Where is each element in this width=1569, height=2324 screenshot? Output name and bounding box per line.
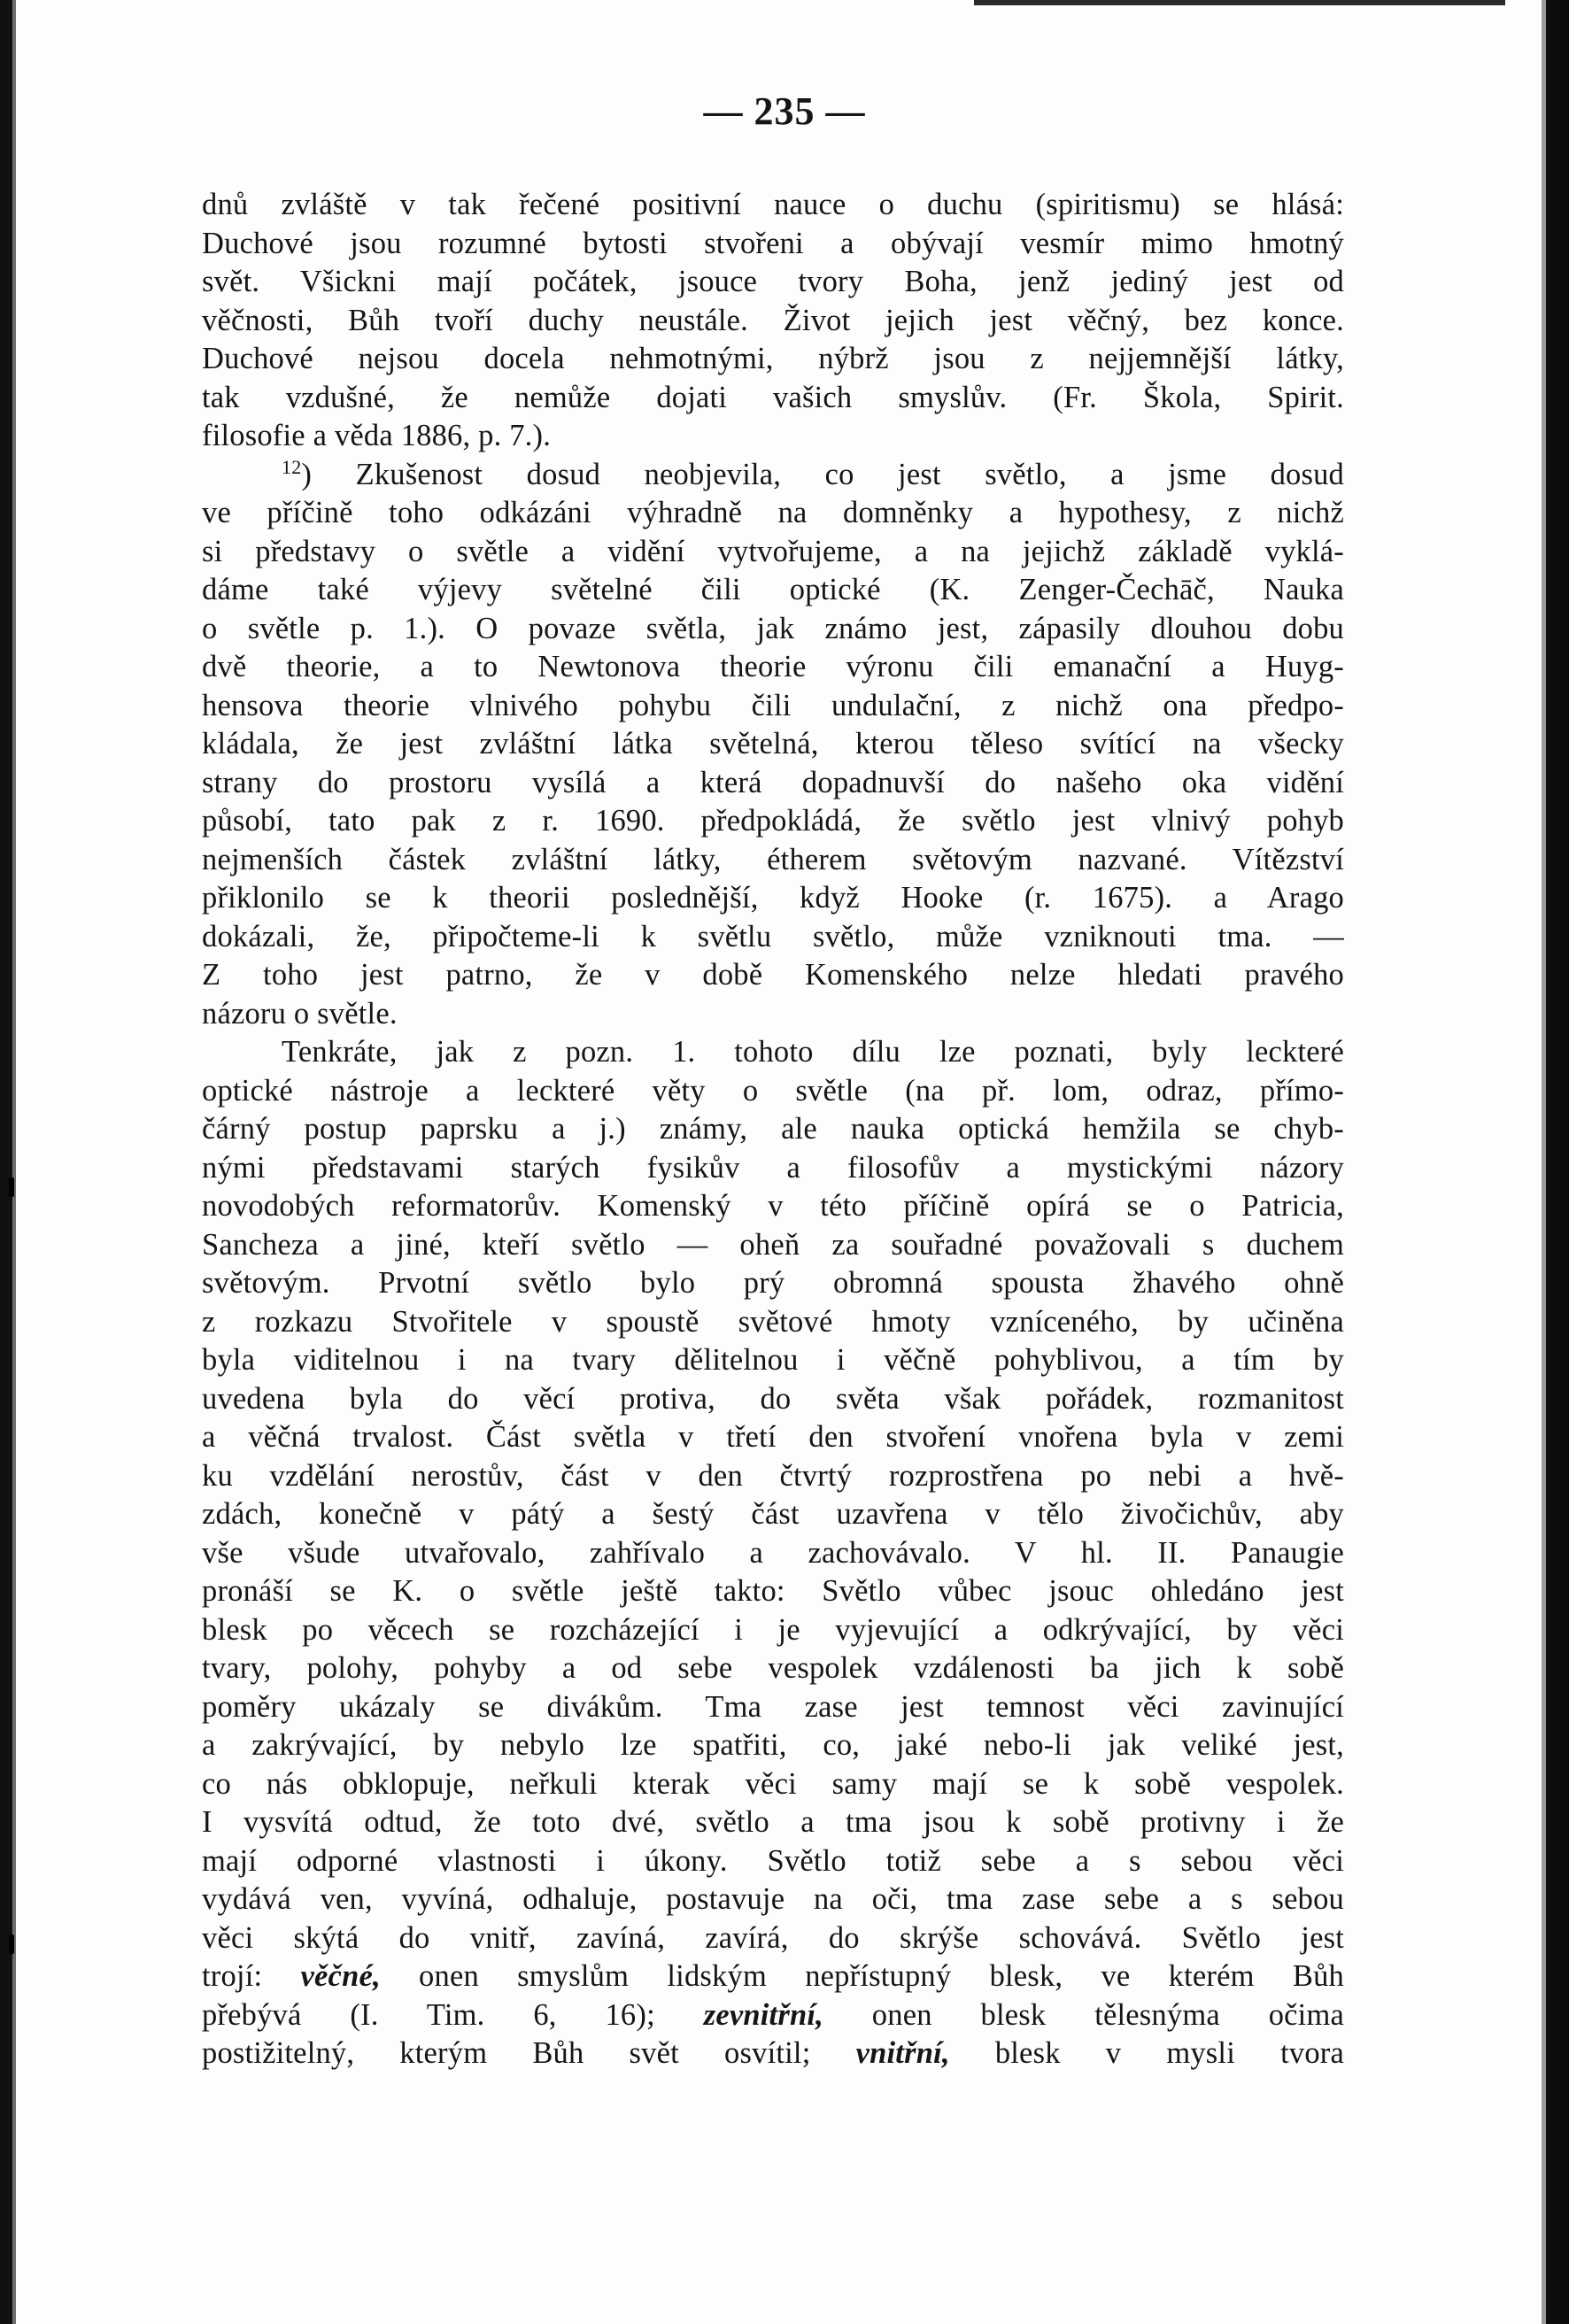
text-line xyxy=(202,1842,1344,1881)
text-line xyxy=(202,379,1344,418)
text-line xyxy=(202,879,1344,918)
text-segment: Tenkráte, jak z pozn. 1. tohoto dílu lze poznati, byly leckteré xyxy=(282,1035,1344,1069)
text-segment: a věčná trvalost. Část světla v třetí den stvoření vnořena byla v zemi xyxy=(202,1420,1344,1454)
text-segment: postižitelný, kterým Bůh svět osvítil; xyxy=(202,2036,856,2070)
text-segment: trojí: xyxy=(202,1959,301,1993)
text-segment: kládala, že jest zvláštní látka světelná, kterou těleso svítící na všecky xyxy=(202,727,1344,761)
text-line xyxy=(202,995,1344,1034)
text-segment: vše všude utvařovalo, zahřívalo a zachovávalo. V hl. II. Panaugie xyxy=(202,1535,1344,1570)
text-line xyxy=(202,456,1344,495)
text-segment: si představy o světle a vidění vytvořujeme, a na jejichž základě vyklá- xyxy=(202,534,1344,568)
text-segment: věci skýtá do vnitř, zavíná, zavírá, do skrýše schovává. Světlo jest xyxy=(202,1920,1344,1955)
text-line xyxy=(202,956,1344,995)
text-line xyxy=(202,1611,1344,1650)
text-line xyxy=(202,802,1344,841)
text-line xyxy=(202,1649,1344,1688)
text-segment: věčnosti, Bůh tvoří duchy neustále. Život jejich jest věčný, bez konce. xyxy=(202,303,1344,337)
text-segment: novodobých reformatorův. Komenský v této příčině opírá se o Patricia, xyxy=(202,1189,1344,1223)
text-segment: tak vzdušné, že nemůže dojati vašich smyslův. (Fr. Škola, Spirit. xyxy=(202,380,1344,414)
text-line xyxy=(202,841,1344,880)
text-line xyxy=(202,302,1344,341)
text-line xyxy=(202,1457,1344,1496)
text-segment: přiklonilo se k theorii poslednější, když Hooke (r. 1675). a Arago xyxy=(202,881,1344,915)
emphasized-term: zevnitřní, xyxy=(703,1997,823,2032)
text-segment: zdách, konečně v pátý a šestý část uzavřena v tělo živočichův, aby xyxy=(202,1497,1344,1531)
text-segment: byla viditelnou i na tvary dělitelnou i věčně pohyblivou, a tím by xyxy=(202,1343,1344,1377)
text-segment: onen blesk tělesnýma očima xyxy=(823,1997,1345,2032)
text-segment: strany do prostoru vysílá a která dopadnuvší do našeho oka vidění xyxy=(202,765,1344,799)
text-segment: blesk po věcech se rozcházející i je vyjevující a odkrývající, by věci xyxy=(202,1612,1344,1647)
text-line xyxy=(202,571,1344,610)
text-line xyxy=(202,1919,1344,1958)
text-line xyxy=(202,2034,1344,2073)
text-segment: onen smyslům lidským nepřístupný blesk, ve kterém Bůh xyxy=(380,1959,1345,1993)
text-line xyxy=(202,1495,1344,1534)
text-segment: dáme také výjevy světelné čili optické (K. Zenger-Čechāč, Nauka xyxy=(202,573,1344,606)
scan-mark xyxy=(9,1934,14,1954)
text-line xyxy=(202,764,1344,803)
text-line xyxy=(202,1765,1344,1804)
text-segment: uvedena byla do věcí protiva, do světa však pořádek, rozmanitost xyxy=(202,1381,1344,1416)
text-segment: světovým. Prvotní světlo bylo prý obromná spousta žhavého ohně xyxy=(202,1266,1344,1300)
text-segment: mají odporné vlastnosti i úkony. Světlo totiž sebe a s sebou věci xyxy=(202,1843,1344,1878)
text-segment: blesk v mysli tvora xyxy=(949,2036,1344,2070)
text-segment: vydává ven, vyvíná, odhaluje, postavuje na oči, tma zase sebe a s sebou xyxy=(202,1882,1344,1916)
footnote-marker: 12 xyxy=(282,455,302,478)
text-segment: optické nástroje a leckteré věty o světle (na př. lom, odraz, přímo- xyxy=(202,1073,1344,1108)
scan-mark xyxy=(9,1177,14,1197)
text-segment: pronáší se K. o světle ještě takto: Světlo vůbec jsouc ohledáno jest xyxy=(202,1574,1344,1608)
text-segment: čárný postup paprsku a j.) známy, ale nauka optická hemžila se chyb- xyxy=(202,1112,1344,1146)
text-line xyxy=(202,1264,1344,1303)
text-segment: poměry ukázaly se divákům. Tma zase jest temnost věci zavinující xyxy=(202,1689,1344,1724)
text-segment: a zakrývající, by nebylo lze spatřiti, co, jaké nebo-li jak veliké jest, xyxy=(202,1728,1344,1762)
text-line xyxy=(202,1726,1344,1765)
text-line xyxy=(202,1688,1344,1727)
text-line xyxy=(202,1187,1344,1226)
text-segment: svět. Všickni mají počátek, jsouce tvory Boha, jenž jediný jest od xyxy=(202,265,1344,298)
text-segment: I vysvítá odtud, že toto dvé, světlo a tma jsou k sobě protivny i že xyxy=(202,1805,1344,1839)
text-segment: Duchové jsou rozumné bytosti stvořeni a obývají vesmír mimo hmotný xyxy=(202,226,1344,260)
text-segment: nými představami starých fysikův a filosofův a mystickými názory xyxy=(202,1150,1344,1185)
scan-edge-top xyxy=(974,0,1505,5)
text-line xyxy=(202,186,1344,225)
text-line xyxy=(202,1149,1344,1188)
text-line xyxy=(202,1033,1344,1072)
text-segment: ve příčině toho odkázáni výhradně na domněnky a hypothesy, z nichž xyxy=(202,496,1344,529)
text-segment: Sancheza a jiné, kteří světlo — oheň za souřadné považovali s duchem xyxy=(202,1227,1344,1262)
scan-edge-left-shadow xyxy=(12,0,16,2324)
text-segment: názoru o světle. xyxy=(202,996,398,1031)
text-segment: ku vzdělání nerostův, část v den čtvrtý rozprostřena po nebi a hvě- xyxy=(202,1458,1344,1493)
text-line xyxy=(202,417,1344,456)
page-number: — 235 — xyxy=(703,89,866,133)
text-line xyxy=(202,1957,1344,1996)
text-line xyxy=(202,225,1344,264)
text-segment: dnů zvláště v tak řečené positivní nauce o duchu (spiritismu) se hlásá: xyxy=(202,188,1344,221)
text-line xyxy=(202,1572,1344,1611)
text-line xyxy=(202,918,1344,957)
text-line xyxy=(202,687,1344,726)
text-segment: dokázali, že, připočteme-li k světlu světlo, může vzniknouti tma. — xyxy=(202,919,1344,954)
body-text xyxy=(202,186,1344,2073)
text-line xyxy=(202,1418,1344,1457)
text-segment: nejmenších částek zvláštní látky, étherem světovým nazvané. Vítězství xyxy=(202,842,1344,876)
text-segment: co nás obklopuje, neřkuli kterak věci samy mají se k sobě vespolek. xyxy=(202,1766,1344,1801)
text-line xyxy=(202,1110,1344,1149)
text-line xyxy=(202,1380,1344,1419)
text-segment: filosofie a věda 1886, p. 7.). xyxy=(202,419,552,452)
text-segment: o světle p. 1.). O povaze světla, jak známo jest, zápasily dlouhou dobu xyxy=(202,611,1344,645)
text-segment: dvě theorie, a to Newtonova theorie výronu čili emanační a Huyg- xyxy=(202,650,1344,683)
text-line xyxy=(202,263,1344,302)
text-line xyxy=(202,1072,1344,1111)
text-line xyxy=(202,1341,1344,1380)
scan-edge-right xyxy=(1546,0,1569,2324)
text-segment: z rozkazu Stvořitele v spoustě světové hmoty vzníceného, by učiněna xyxy=(202,1304,1344,1339)
text-line xyxy=(202,1996,1344,2035)
text-segment: přebývá (I. Tim. 6, 16); xyxy=(202,1997,704,2032)
text-line xyxy=(202,340,1344,379)
text-segment: hensova theorie vlnivého pohybu čili undulační, z nichž ona předpo- xyxy=(202,688,1344,722)
text-line xyxy=(202,1803,1344,1842)
text-line xyxy=(202,648,1344,687)
text-segment: ) Zkušenost dosud neobjevila, co jest světlo, a jsme dosud xyxy=(301,457,1344,491)
text-line xyxy=(202,610,1344,649)
text-segment: Duchové nejsou docela nehmotnými, nýbrž jsou z nejjemnější látky, xyxy=(202,342,1344,375)
text-line xyxy=(202,1534,1344,1573)
text-line xyxy=(202,1880,1344,1919)
text-segment: Z toho jest patrno, že v době Komenského nelze hledati pravého xyxy=(202,958,1344,992)
text-line xyxy=(202,1226,1344,1265)
text-line xyxy=(202,533,1344,572)
text-segment: působí, tato pak z r. 1690. předpokládá, že světlo jest vlnivý pohyb xyxy=(202,804,1344,838)
text-line xyxy=(202,725,1344,764)
text-segment: tvary, polohy, pohyby a od sebe vespolek vzdálenosti ba jich k sobě xyxy=(202,1651,1344,1685)
text-line xyxy=(202,1303,1344,1342)
scan-edge-left xyxy=(0,0,12,2324)
emphasized-term: věčné, xyxy=(300,1959,381,1993)
emphasized-term: vnitřní, xyxy=(855,2036,950,2070)
scan-edge-right-shadow xyxy=(1542,0,1546,2324)
text-line xyxy=(202,494,1344,533)
